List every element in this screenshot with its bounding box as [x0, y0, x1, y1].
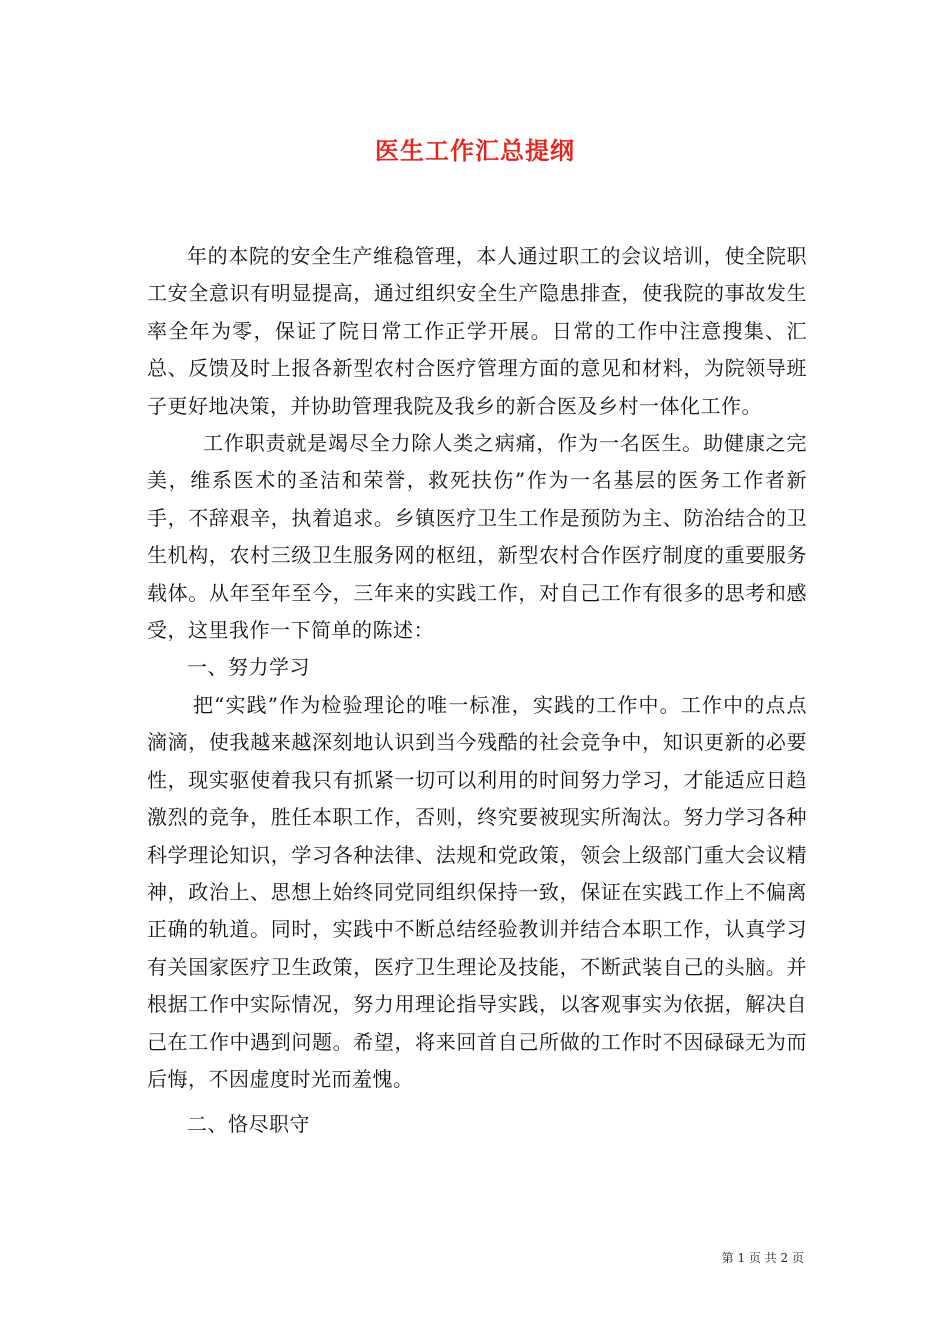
- paragraph-3: 把“实践”作为检验理论的唯一标准，实践的工作中。工作中的点点滴滴，使我越来越深刻地认识到当今残酷的社会竞争中，知识更新的必要性，现实驱使着我只有抓紧一切可以利用的时间努力学习，才能适应日趋激烈的竞争，胜任本职工作，否则，终究要被现实所淘汰。努力学习各种科学理论知识，学习各种法律、法规和党政策，领会上级部门重大会议精神，政治上、思想上始终同党同组织保持一致，保证在实践工作上不偏离正确的轨道。同时，实践中不断总结经验教训并结合本职工作，认真学习有关国家医疗卫生政策，医疗卫生理论及技能，不断武装自己的头脑。并根据工作中实际情况，努力用理论指导实践，以客观事实为依据，解决自己在工作中遇到问题。希望，将来回首自己所做的工作时不因碌碌无为而后悔，不因虚度时光而羞愧。: [147, 692, 807, 1091]
- paragraph-1: 年的本院的安全生产维稳管理，本人通过职工的会议培训，使全院职工安全意识有明显提高，通过组织安全生产隐患排查，使我院的事故发生率全年为零，保证了院日常工作正学开展。日常的工作中注意搜集、汇总、反馈及时上报各新型农村合医疗管理方面的意见和材料，为院领导班子更好地决策，并协助管理我院及我乡的新合医及乡村一体化工作。: [147, 244, 807, 418]
- section-heading-1: 一、努力学习: [187, 655, 310, 680]
- page-number: 第 1 页 共 2 页: [721, 1251, 804, 1265]
- document-title: 医生工作汇总提纲: [375, 136, 575, 165]
- section-heading-2: 二、恪尽职守: [187, 1112, 310, 1137]
- document-body: [147, 238, 807, 1144]
- paragraph-2: 工作职责就是竭尽全力除人类之病痛，作为一名医生。助健康之完美，维系医术的圣洁和荣誉，救死扶伤”作为一名基层的医务工作者新手，不辞艰辛，执着追求。乡镇医疗卫生工作是预防为主、防治结合的卫生机构，农村三级卫生服务网的枢纽，新型农村合作医疗制度的重要服务载体。从年至年至今，三年来的实践工作，对自己工作有很多的思考和感受，这里我作一下简单的陈述：: [147, 431, 807, 643]
